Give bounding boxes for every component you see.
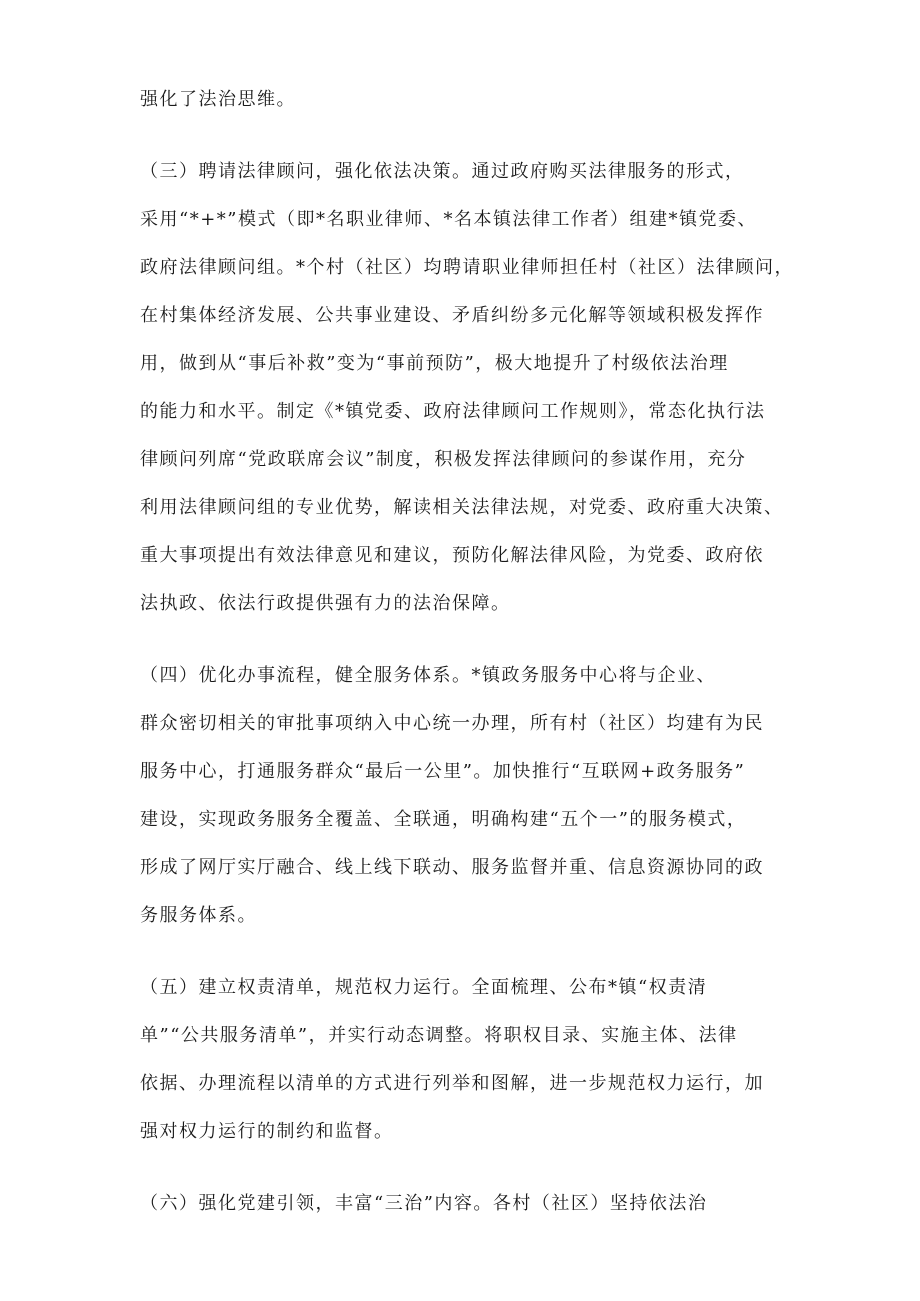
paragraph-spacer	[140, 940, 800, 964]
document-body	[140, 76, 800, 1228]
paragraph-spacer	[140, 124, 800, 148]
paragraph-spacer	[140, 628, 800, 652]
text-line: 政府法律顾问组。*个村（社区）均聘请职业律师担任村（社区）法律顾问，	[140, 257, 794, 278]
paragraph	[140, 148, 800, 628]
text-line: （五）建立权责清单，规范权力运行。全面梳理、公布*镇“权责清	[140, 977, 708, 998]
text-line: 务服务体系。	[140, 905, 257, 926]
text-line: 形成了网厅实厅融合、线上线下联动、服务监督并重、信息资源协同的政	[140, 857, 764, 878]
text-line: 建设，实现政务服务全覆盖、全联通，明确构建“五个一”的服务模式，	[140, 809, 747, 830]
text-line: 单”“公共服务清单”，并实行动态调整。将职权目录、实施主体、法律	[140, 1025, 738, 1046]
text-line: 强化了法治思维。	[140, 89, 296, 110]
text-line: （六）强化党建引领，丰富“三治”内容。各村（社区）坚持依法治	[140, 1193, 708, 1214]
text-line: 在村集体经济发展、公共事业建设、矛盾纠纷多元化解等领域积极发挥作	[140, 305, 764, 326]
paragraph-spacer	[140, 1156, 800, 1180]
text-line: 律顾问列席“党政联席会议”制度，积极发挥法律顾问的参谋作用，充分	[140, 449, 747, 470]
text-line: 的能力和水平。制定《*镇党委、政府法律顾问工作规则》，常态化执行法	[140, 401, 766, 422]
paragraph	[140, 964, 800, 1156]
text-line: 群众密切相关的审批事项纳入中心统一办理，所有村（社区）均建有为民	[140, 713, 764, 734]
text-line: 法执政、依法行政提供强有力的法治保障。	[140, 593, 511, 614]
text-line: 重大事项提出有效法律意见和建议，预防化解法律风险，为党委、政府依	[140, 545, 764, 566]
text-line: 依据、办理流程以清单的方式进行列举和图解，进一步规范权力运行，加	[140, 1073, 764, 1094]
paragraph	[140, 652, 800, 940]
paragraph	[140, 1180, 800, 1228]
text-line: 用，做到从“事后补救”变为“事前预防”，极大地提升了村级依法治理	[140, 353, 729, 374]
text-line: 服务中心，打通服务群众“最后一公里”。加快推行“互联网+政务服务”	[140, 761, 746, 782]
text-line: （四）优化办事流程，健全服务体系。*镇政务服务中心将与企业、	[140, 665, 716, 686]
text-line: （三）聘请法律顾问，强化依法决策。通过政府购买法律服务的形式，	[140, 161, 745, 182]
text-line: 强对权力运行的制约和监督。	[140, 1121, 394, 1142]
text-line: 利用法律顾问组的专业优势，解读相关法律法规，对党委、政府重大决策、	[140, 497, 784, 518]
text-line: 采用“*+*”模式（即*名职业律师、*名本镇法律工作者）组建*镇党委、	[140, 209, 757, 230]
paragraph	[140, 76, 800, 124]
